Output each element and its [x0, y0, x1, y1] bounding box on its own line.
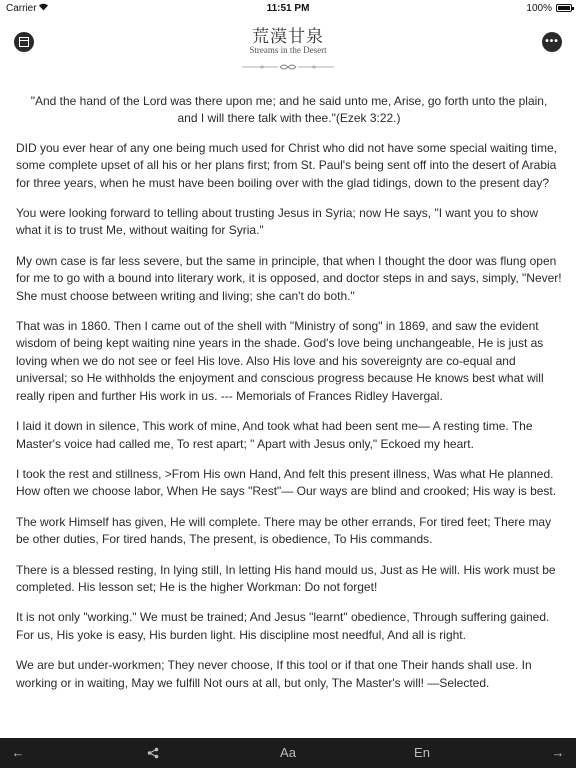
paragraph: It is not only "working." We must be trained; And Jesus "learnt" obedience, Through suffering gained. For us, His yoke is easy, His burden light. His discipline most needful, And all is right. — [16, 610, 550, 642]
app-title-chinese: 荒漠甘泉 — [252, 27, 324, 47]
clock: 11:51 PM — [266, 3, 310, 14]
status-bar — [0, 0, 576, 18]
paragraph: There is a blessed resting, In lying still, In letting His hand mould us, Just as He will. His work must be completed. His lesson set; He is the higher Workman: Do not forget! — [16, 562, 556, 594]
share-button[interactable] — [143, 738, 163, 768]
paragraph: You were looking forward to telling about trusting Jesus in Syria; now He says, "I want you to show what it is to trust Me, without waiting for Syria." — [16, 206, 539, 238]
share-icon — [147, 747, 159, 759]
scripture-verse: "And the hand of the Lord was there upon me; and he said unto me, Arise, go forth unto the plain, and I will there talk with thee."(Ezek 3:22.) — [30, 94, 548, 126]
devotional-content — [16, 93, 562, 705]
app-title-english: Streams in the Desert — [249, 45, 327, 55]
battery-icon — [556, 4, 572, 12]
font-size-button[interactable]: Aa — [280, 745, 296, 760]
paragraph: We are but under-workmen; They never choose, If this tool or if that one Their hands shall use. In working or in waiting, May we fulfill Not ours at all, but only, The Master's will! —Selected. — [16, 658, 532, 690]
carrier-label: Carrier — [6, 3, 37, 14]
paragraph: I took the rest and stillness, >From His own Hand, And felt this present illness, Was what He planned. How often we choose labor, When He says "Rest"— Our ways are blind and crooked; His way is best. — [16, 466, 557, 499]
paragraph: The work Himself has given, He will complete. There may be other errands, For tired feet; There may be other duties, For tired hands, The present, is obedience, To His commands. — [16, 514, 552, 547]
more-button[interactable] — [542, 32, 562, 52]
battery-percent: 100% — [526, 3, 552, 14]
paragraph: That was in 1860. Then I came out of the shell with "Ministry of song" in 1869, and saw the evident wisdom of being kept waiting nine years in the shade. God's love being unchangeable, He is just as loving when we do not see or feel His love. Also His love and his sovereignty are co-equal and universal; so He withholds the enjoyment and conscious progress because He knows best what will really ripen and further His work in us. --- Memorials of Frances Ridley Havergal. — [16, 319, 544, 403]
bottom-toolbar — [0, 738, 576, 768]
language-toggle-button[interactable]: En — [414, 745, 430, 760]
paragraph: My own case is far less severe, but the same in principle, that when I thought the door was flung open for me to go with a bound into literary work, it is opposed, and doctor steps in and says, simply, "Never! She must choose between writing and living; she can't do both." — [16, 253, 562, 303]
previous-day-button[interactable] — [8, 738, 28, 768]
arrow-left-icon: ← — [11, 745, 25, 760]
next-day-button[interactable] — [548, 738, 568, 768]
arrow-right-icon: → — [551, 745, 565, 760]
ornament-divider-icon — [240, 63, 336, 71]
more-icon: ••• — [545, 36, 559, 47]
paragraph: I laid it down in silence, This work of mine, And took what had been sent me— A resting time. The Master's voice had called me, To rest apart; " Apart with Jesus only," Eckoed my heart. — [16, 419, 533, 451]
paragraph: DID you ever hear of any one being much used for Christ who did not have some special waiting time, some complete upset of all his or her plans first; from St. Paul's being sent off into the desert of Arabia for three years, when he must have been boiling over with the glad tidings, down to the present day? — [16, 140, 557, 190]
